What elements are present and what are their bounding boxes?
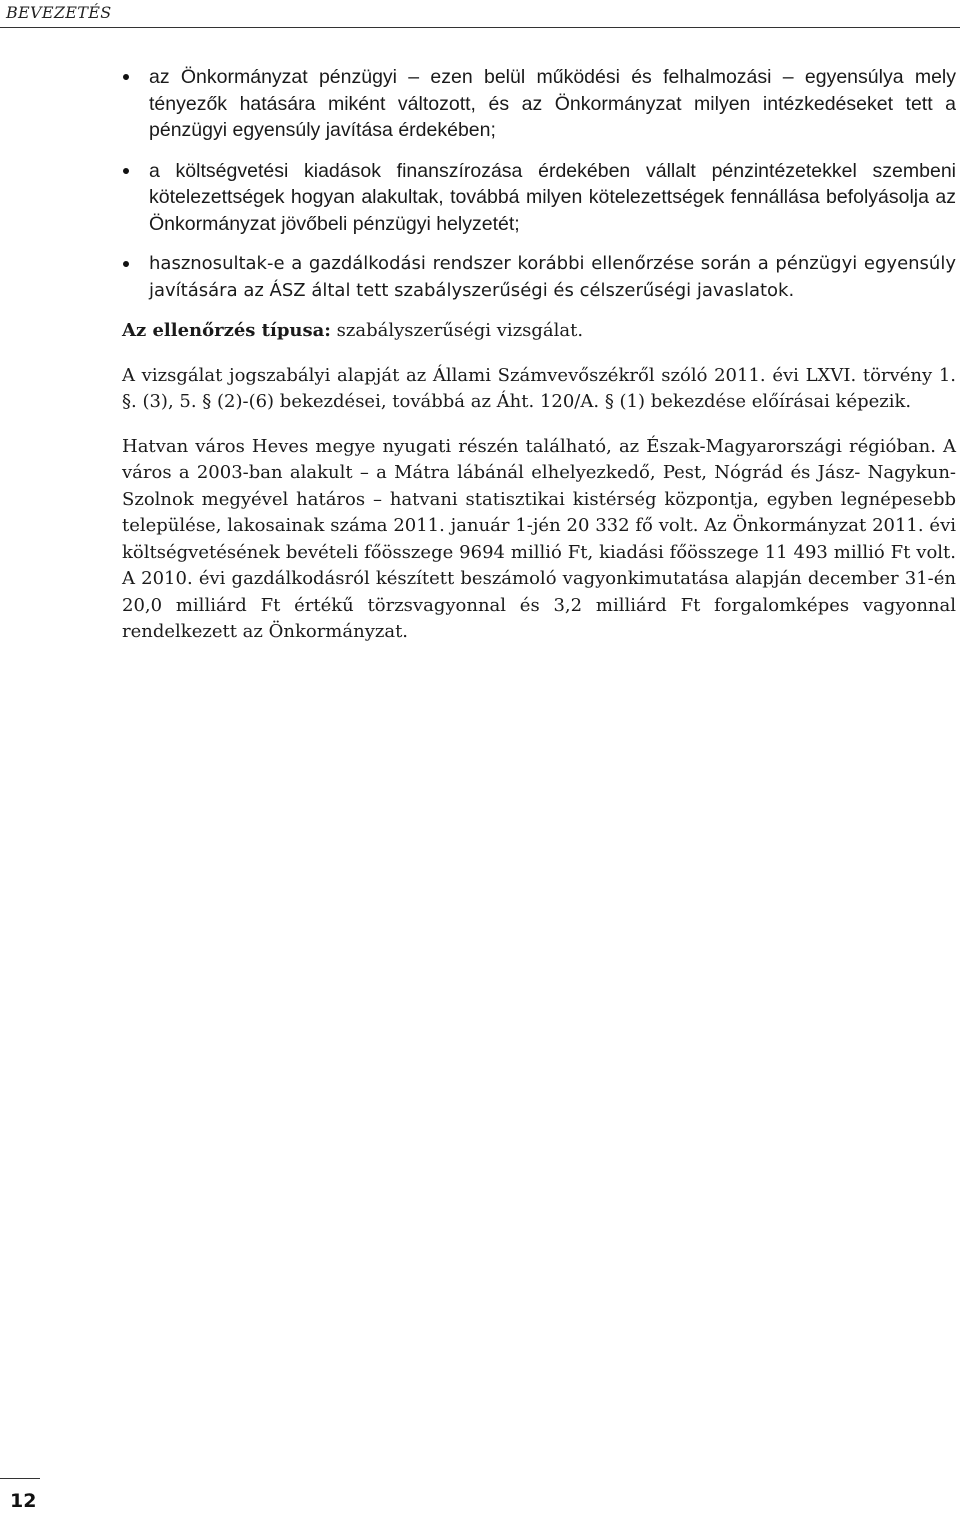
list-item-text: hasznosultak-e a gazdálkodási rendszer korábbi ellenőrzése során a pénzügyi egyensúly javítására az ÁSZ által tett szabályszerűségi és célszerűségi javaslatok.: [149, 253, 956, 301]
audit-type-paragraph: [122, 318, 956, 345]
audit-type-label: Az ellenőrzés típusa:: [122, 320, 331, 341]
list-item: [122, 251, 956, 304]
objectives-list: [122, 64, 956, 304]
header-divider: [0, 27, 960, 28]
audit-type-value: szabályszerűségi vizsgálat.: [330, 320, 584, 341]
list-item-text: az Önkormányzat pénzügyi – ezen belül működési és felhalmozási – egyensúlya mely tényezők hatására miként változott, és az Önkormányzat milyen intézkedéseket tett a pénzügyi egyensúly javítása érdekében;: [149, 66, 956, 141]
city-description-paragraph: Hatvan város Heves megye nyugati részén található, az Észak-Magyarországi régióban. A város a 2003-ban alakult – a Mátra lábánál elhelyezkedő, Pest, Nógrád és Jász- Nagykun-Szolnok megyével határos – hatvani statisztikai kistérség központja, egyben legnépesebb települése, lakosainak száma 2011. január 1-jén 20 332 fő volt. Az Önkormányzat 2011. évi költségvetésének bevételi főösszege 9694 millió Ft, kiadási főösszege 11 493 millió Ft volt. A 2010. évi gazdálkodásról készített beszámoló vagyonkimutatása alapján december 31-én 20,0 milliárd Ft értékű törzsvagyonnal és 3,2 milliárd Ft forgalomképes vagyonnal rendelkezett az Önkormányzat.: [122, 435, 956, 642]
page-number: 12: [10, 1490, 37, 1512]
legal-basis-paragraph: A vizsgálat jogszabályi alapját az Állami Számvevőszékről szóló 2011. évi LXVI. törvény 1. §. (3), 5. § (2)-(6) bekezdései, továbbá az Áht. 120/A. § (1) bekezdése előírásai képezik.: [122, 364, 956, 412]
page-body: [122, 64, 956, 664]
footer-divider: [0, 1478, 40, 1479]
bullet-icon: [123, 168, 129, 174]
bullet-icon: [123, 261, 129, 267]
section-header: BEVEZETÉS: [6, 3, 112, 22]
list-item: [122, 64, 956, 144]
list-item: [122, 158, 956, 238]
bullet-icon: [123, 74, 129, 80]
list-item-text: a költségvetési kiadások finanszírozása érdekében vállalt pénzintézetekkel szembeni kötelezettségek hogyan alakultak, továbbá milyen kötelezettségek fennállása befolyásolja az Önkormányzat jövőbeli pénzügyi helyzetét;: [149, 159, 956, 235]
